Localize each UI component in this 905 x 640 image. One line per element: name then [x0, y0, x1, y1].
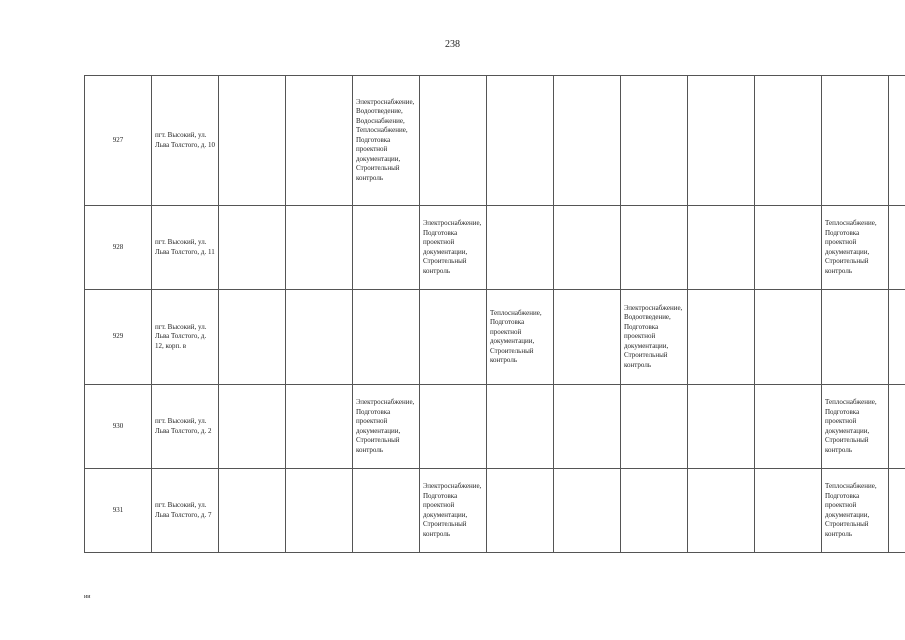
work-cell [353, 290, 420, 385]
work-cell [487, 385, 554, 469]
work-cell [755, 385, 822, 469]
work-cell [554, 206, 621, 290]
work-cell [219, 290, 286, 385]
work-cell [621, 76, 688, 206]
work-cell: Электроснабжение, Подготовка проектной документации, Строительный контроль [420, 206, 487, 290]
table-row [85, 290, 905, 385]
work-cell [621, 469, 688, 553]
work-cell [286, 469, 353, 553]
work-cell [286, 76, 353, 206]
work-cell [286, 206, 353, 290]
work-cell: Теплоснабжение, Подготовка проектной документации, Строительный контроль [822, 206, 889, 290]
work-cell [688, 290, 755, 385]
footer-mark: ии [84, 594, 91, 600]
work-cell: Теплоснабжение, Подготовка проектной документации, Строительный контроль [822, 469, 889, 553]
work-cell [755, 290, 822, 385]
work-cell [688, 385, 755, 469]
work-cell [889, 76, 905, 206]
row-number-cell: 929 [85, 290, 152, 385]
work-cell [420, 290, 487, 385]
works-table [84, 75, 905, 553]
row-number-cell: 927 [85, 76, 152, 206]
work-cell [286, 385, 353, 469]
work-cell [554, 385, 621, 469]
work-cell [554, 469, 621, 553]
work-cell: Теплоснабжение, Подготовка проектной документации, Строительный контроль [487, 290, 554, 385]
work-cell [755, 76, 822, 206]
work-cell [353, 206, 420, 290]
work-cell [688, 76, 755, 206]
work-cell [286, 290, 353, 385]
work-cell [621, 385, 688, 469]
work-cell [822, 290, 889, 385]
work-cell [554, 76, 621, 206]
work-cell [219, 385, 286, 469]
work-cell: Теплоснабжение, Подготовка проектной документации, Строительный контроль [822, 385, 889, 469]
table-row [85, 206, 905, 290]
work-cell [219, 206, 286, 290]
row-number-cell: 931 [85, 469, 152, 553]
work-cell [219, 469, 286, 553]
work-cell [755, 206, 822, 290]
address-cell: пгт. Высокий, ул. Льва Толстого, д. 11 [152, 206, 219, 290]
work-cell [554, 290, 621, 385]
work-cell: Электроснабжение, Водоотведение, Подготовка проектной документации, Строительный контроль [621, 290, 688, 385]
address-cell: пгт. Высокий, ул. Льва Толстого, д. 12, корп. в [152, 290, 219, 385]
work-cell [487, 206, 554, 290]
work-cell [420, 76, 487, 206]
table-row [85, 385, 905, 469]
work-cell [889, 385, 905, 469]
work-cell [755, 469, 822, 553]
work-cell [889, 469, 905, 553]
work-cell [487, 76, 554, 206]
work-cell [420, 385, 487, 469]
table-row [85, 469, 905, 553]
row-number-cell: 930 [85, 385, 152, 469]
work-cell [889, 290, 905, 385]
work-cell [688, 469, 755, 553]
address-cell: пгт. Высокий, ул. Льва Толстого, д. 10 [152, 76, 219, 206]
work-cell: Электроснабжение, Подготовка проектной документации, Строительный контроль [420, 469, 487, 553]
work-cell [822, 76, 889, 206]
row-number-cell: 928 [85, 206, 152, 290]
work-cell: Электроснабжение, Подготовка проектной документации, Строительный контроль [353, 385, 420, 469]
table-row [85, 76, 905, 206]
address-cell: пгт. Высокий, ул. Льва Толстого, д. 2 [152, 385, 219, 469]
work-cell [219, 76, 286, 206]
work-cell [889, 206, 905, 290]
work-cell: Электроснабжение, Водоотведение, Водоснабжение, Теплоснабжение, Подготовка проектной документации, Строительный контроль [353, 76, 420, 206]
work-cell [688, 206, 755, 290]
work-cell [487, 469, 554, 553]
work-cell [353, 469, 420, 553]
work-cell [621, 206, 688, 290]
page-number: 238 [445, 39, 460, 50]
address-cell: пгт. Высокий, ул. Льва Толстого, д. 7 [152, 469, 219, 553]
